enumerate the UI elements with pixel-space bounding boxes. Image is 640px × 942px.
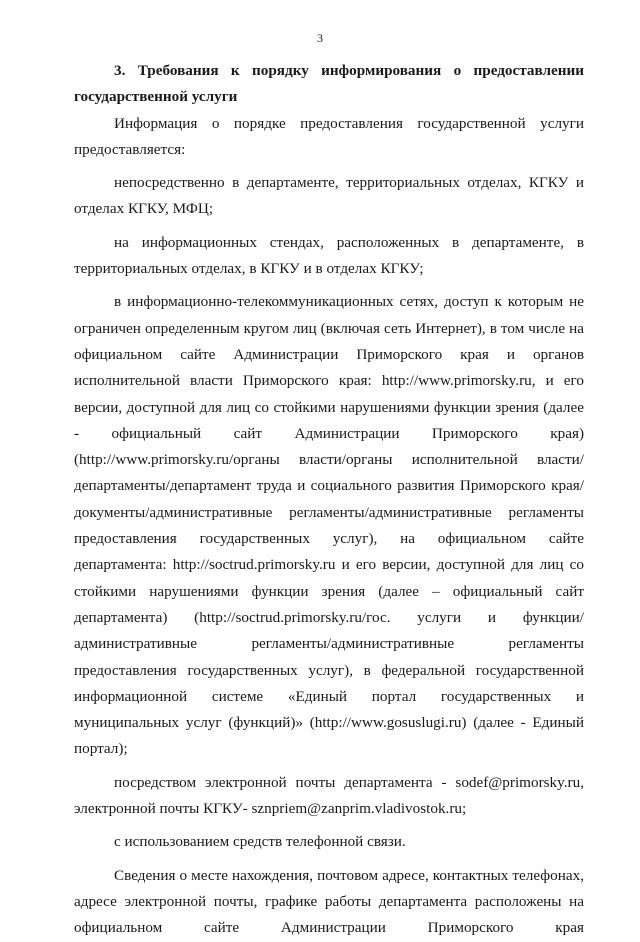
page-number: 3: [317, 31, 323, 45]
section-title: Требования к порядку информирования о предоставлении государственной услуги: [74, 62, 585, 106]
paragraph-intro: Информация о порядке предоставления государственной услуги предоставляется:: [74, 114, 584, 158]
paragraph-internet: в информационно-телекоммуникационных сетях, доступ к которым не ограничен определенным кругом лиц (включая сеть Интернет), в том числе на официальном сайте Администрации Приморского края и органов исполнительной власти Приморского края: http://www.primorsky.ru, и его версии, доступной для лиц со стойкими нарушениями функции зрения (далее - официальный сайт Администрации Приморского края) (http://www.primorsky.ru/органы власти/органы исполнительной власти/департаменты/департамент труда и социального развития Приморского края/документы/административные регламенты/административные регламенты предоставления государственных услуг), на официальном сайте департамента: http://soctrud.primorsky.ru и его версии, доступной для лиц со стойкими нарушениями функции зрения (далее – официальный сайт департамента) (http://soctrud.primorsky.ru/гос. услуги и функции/административные регламенты/административные регламенты предоставления государственных услуг), в федеральной государственной информационной системе «Единый портал государственных и муниципальных услуг (функций)» (http://www.gosuslugi.ru) (далее - Единый портал);: [74, 293, 584, 758]
paragraph-phone: с использованием средств телефонной связи.: [114, 833, 406, 851]
section-number: 3.: [114, 62, 126, 79]
document-body: [74, 58, 584, 942]
paragraph-location-info: Сведения о месте нахождения, почтовом адресе, контактных телефонах, адресе электронной почты, графике работы департамента расположены на официальном сайте Администрации Приморского края: [74, 866, 584, 937]
paragraph-email: посредством электронной почты департамента - sodef@primorsky.ru, электронной почты КГКУ- sznpriem@zanprim.vladivostok.ru;: [74, 773, 584, 818]
paragraph-in-department: непосредственно в департаменте, территориальных отделах, КГКУ и отделах КГКУ, МФЦ;: [74, 174, 584, 218]
paragraph-info-stands: на информационных стендах, расположенных в департаменте, в территориальных отделах, в КГКУ и в отделах КГКУ;: [74, 233, 584, 278]
section-heading: [74, 58, 584, 111]
